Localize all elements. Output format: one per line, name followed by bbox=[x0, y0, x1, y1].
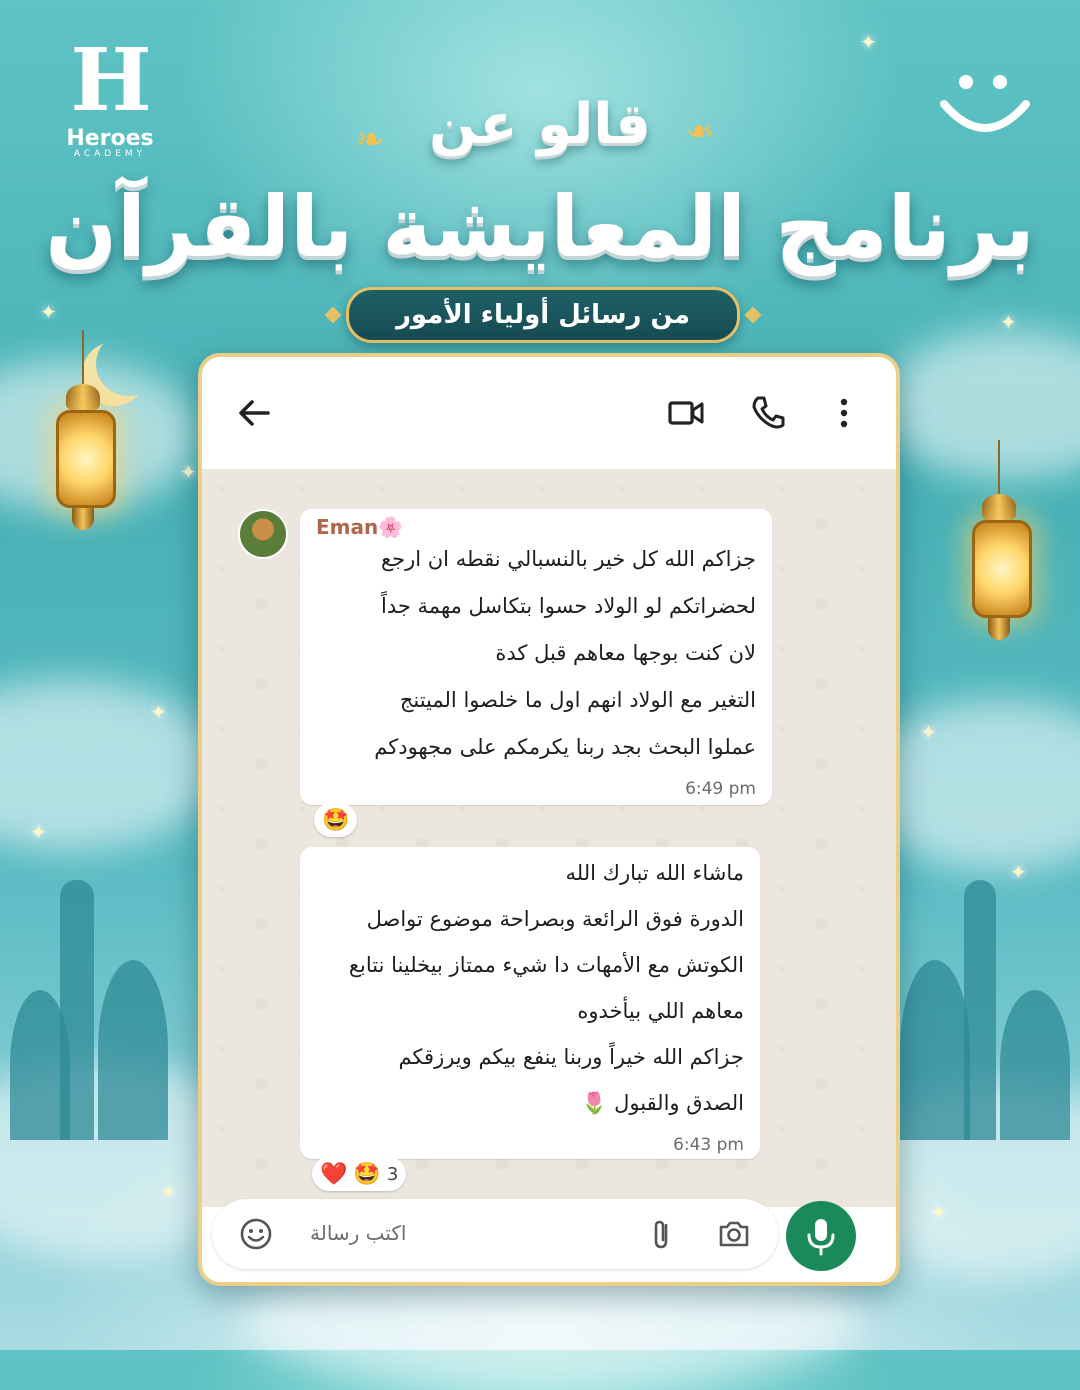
message-composer[interactable] bbox=[212, 1199, 778, 1269]
star: ✦ bbox=[920, 720, 937, 744]
camera-icon[interactable] bbox=[716, 1216, 752, 1252]
message-line: الصدق والقبول 🌷 bbox=[581, 1091, 744, 1115]
attach-icon[interactable] bbox=[644, 1216, 680, 1252]
message-line: جزاكم الله خيراً وربنا ينفع بيكم ويرزقكم bbox=[398, 1045, 744, 1069]
mosque-silhouette bbox=[1000, 990, 1070, 1140]
page-title-line1: قالو عن bbox=[429, 92, 651, 157]
message-input[interactable]: اكتب رسالة bbox=[310, 1221, 407, 1245]
message-time: 6:49 pm bbox=[685, 779, 756, 799]
leaf-ornament: ❧ bbox=[356, 120, 385, 160]
emoji-icon[interactable] bbox=[238, 1216, 274, 1252]
leaf-ornament: ❧ bbox=[686, 112, 715, 152]
message-reactions[interactable] bbox=[314, 803, 357, 837]
brand-subtitle: ACADEMY bbox=[73, 149, 147, 159]
star: ✦ bbox=[1000, 310, 1017, 334]
back-arrow-icon[interactable] bbox=[234, 393, 274, 433]
mosque-silhouette bbox=[10, 990, 70, 1140]
message-line: جزاكم الله كل خير بالنسبالي نقطه ان ارجع bbox=[380, 547, 756, 571]
message-bubble[interactable] bbox=[300, 847, 760, 1159]
message-line: معاهم اللي بيأخدوه bbox=[577, 999, 744, 1023]
reaction-emoji: 🤩 bbox=[353, 1161, 381, 1187]
mic-button[interactable] bbox=[786, 1201, 856, 1271]
reaction-emoji: ❤️ bbox=[320, 1161, 348, 1187]
lantern-right bbox=[972, 440, 1026, 640]
message-line: التغير مع الولاد انهم اول ما خلصوا الميتنج bbox=[399, 688, 756, 712]
chat-window bbox=[198, 353, 900, 1286]
chat-app-bar bbox=[202, 357, 896, 469]
logo-letter: H bbox=[70, 30, 150, 131]
reaction-count: 3 bbox=[386, 1163, 399, 1185]
message-bubble[interactable] bbox=[300, 509, 772, 805]
message-line: الكوتش مع الأمهات دا شيء ممتاز بيخلينا نتابع bbox=[348, 953, 744, 977]
star: ✦ bbox=[860, 30, 877, 54]
avatar[interactable] bbox=[238, 509, 288, 559]
more-vert-icon[interactable] bbox=[824, 393, 864, 433]
message-line: عملوا البحث بجد ربنا يكرمكم على مجهودكم bbox=[374, 735, 756, 759]
banner-text: من رسائل أولياء الأمور bbox=[395, 300, 691, 330]
message-sender: Eman🌸 bbox=[316, 515, 404, 539]
video-call-icon[interactable] bbox=[666, 393, 706, 433]
star: ✦ bbox=[150, 700, 167, 724]
star: ✦ bbox=[30, 820, 47, 844]
subtitle-banner bbox=[346, 287, 740, 343]
chat-history bbox=[202, 469, 896, 1207]
message-line: لحضراتكم لو الولاد حسوا بتكاسل مهمة جداً bbox=[381, 594, 756, 618]
message-line: ماشاء الله تبارك الله bbox=[565, 861, 744, 885]
mosque-silhouette bbox=[98, 960, 168, 1140]
mosque-silhouette bbox=[900, 960, 970, 1140]
star: ✦ bbox=[160, 1180, 177, 1204]
page-title-line2: برنامج المعايشة بالقرآن bbox=[45, 178, 1035, 276]
brand-name: Heroes bbox=[66, 126, 154, 151]
star: ✦ bbox=[40, 300, 57, 324]
message-line: الدورة فوق الرائعة وبصراحة موضوع تواصل bbox=[366, 907, 744, 931]
mic-icon bbox=[786, 1201, 856, 1271]
star: ✦ bbox=[1010, 860, 1027, 884]
reaction-emoji: 🤩 bbox=[322, 807, 350, 833]
message-reactions[interactable] bbox=[312, 1157, 406, 1191]
star: ✦ bbox=[180, 460, 197, 484]
message-line: لان كنت بوجها معاهم قبل كدة bbox=[495, 641, 756, 665]
phone-icon[interactable] bbox=[748, 393, 788, 433]
lantern-left bbox=[56, 330, 110, 530]
star: ✦ bbox=[930, 1200, 947, 1224]
message-time: 6:43 pm bbox=[673, 1135, 744, 1155]
